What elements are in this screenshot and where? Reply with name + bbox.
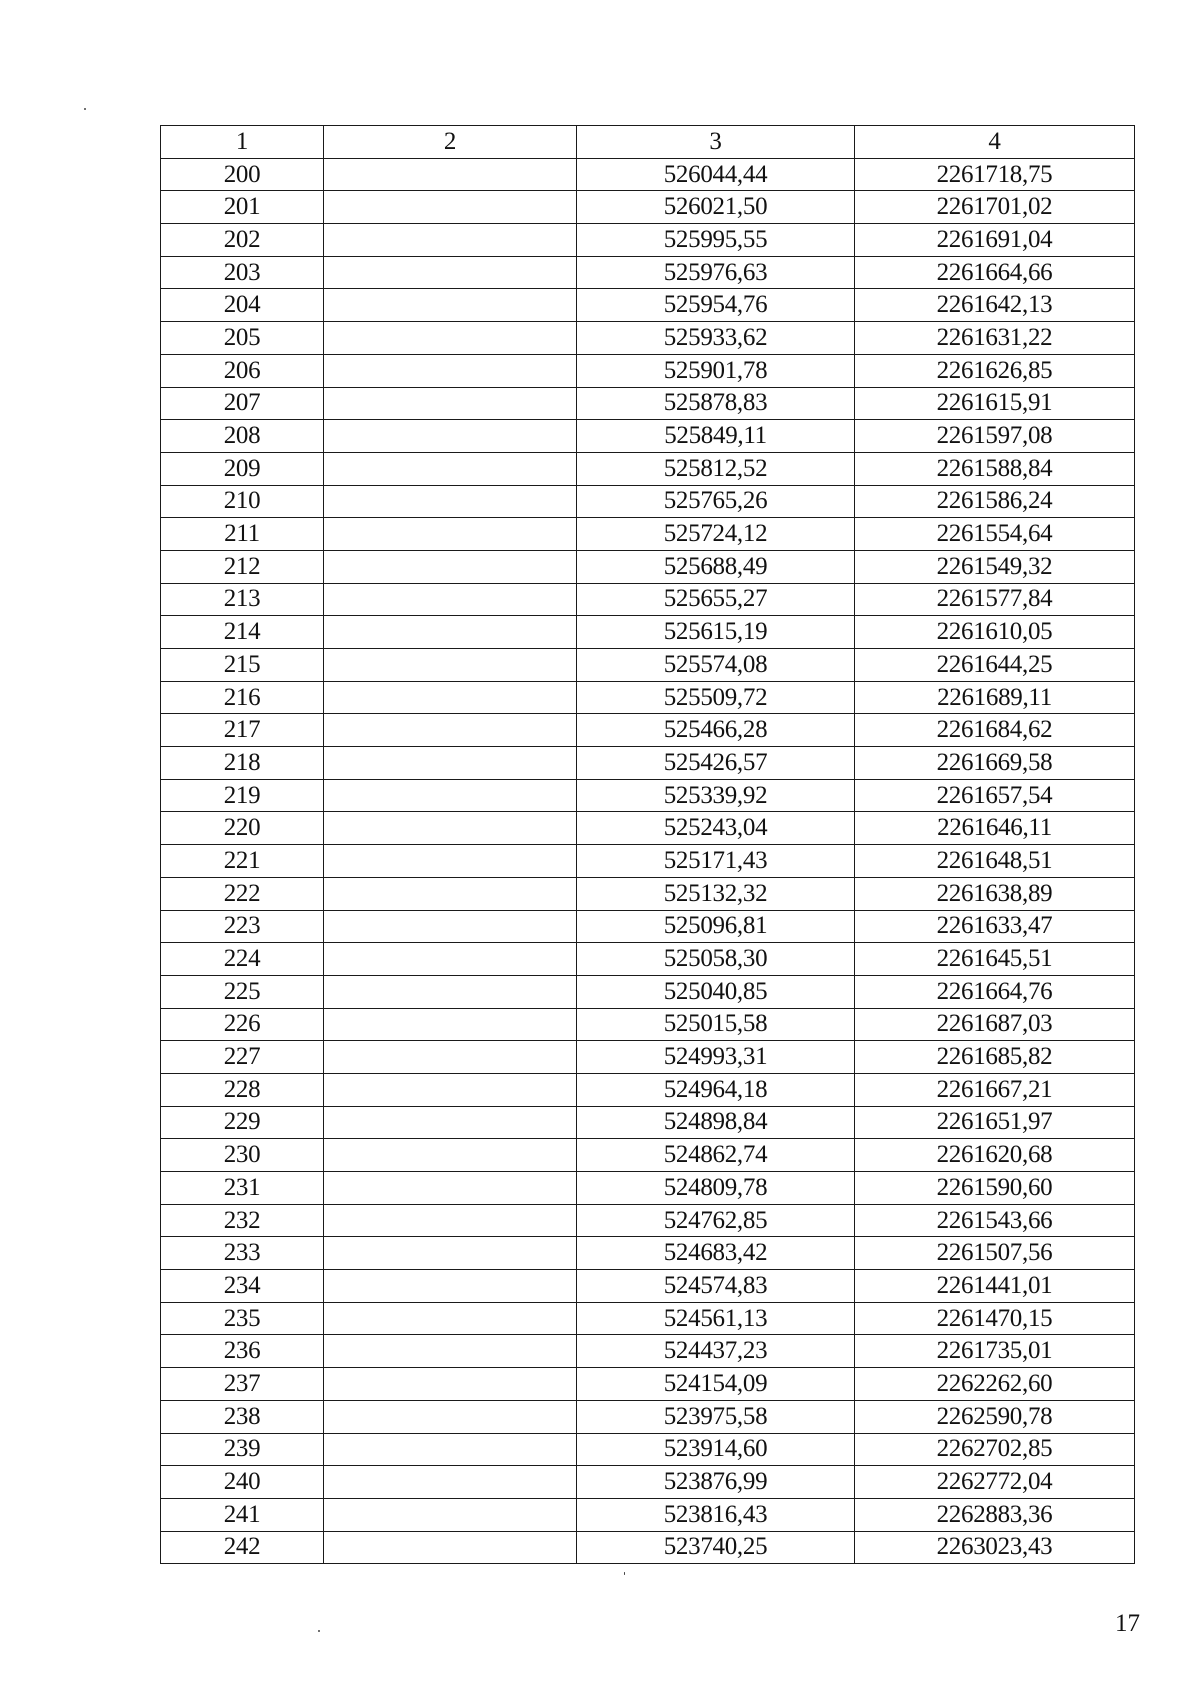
x-coordinate-cell: 524898,84 [577, 1106, 855, 1139]
point-number-cell: 229 [161, 1106, 324, 1139]
y-coordinate-cell: 2261610,05 [855, 616, 1135, 649]
x-coordinate-cell: 525096,81 [577, 910, 855, 943]
description-cell [324, 1237, 577, 1270]
y-coordinate-cell: 2261646,11 [855, 812, 1135, 845]
table-row [161, 1172, 1135, 1205]
table-row [161, 485, 1135, 518]
y-coordinate-cell: 2261633,47 [855, 910, 1135, 943]
point-number-cell: 216 [161, 681, 324, 714]
table-row [161, 1400, 1135, 1433]
point-number-cell: 228 [161, 1073, 324, 1106]
point-number-cell: 220 [161, 812, 324, 845]
description-cell [324, 1302, 577, 1335]
description-cell [324, 191, 577, 224]
table-row [161, 1204, 1135, 1237]
y-coordinate-cell: 2261586,24 [855, 485, 1135, 518]
point-number-cell: 206 [161, 354, 324, 387]
x-coordinate-cell: 524993,31 [577, 1041, 855, 1074]
table-row [161, 518, 1135, 551]
y-coordinate-cell: 2261657,54 [855, 779, 1135, 812]
y-coordinate-cell: 2261648,51 [855, 845, 1135, 878]
description-cell [324, 616, 577, 649]
y-coordinate-cell: 2262772,04 [855, 1466, 1135, 1499]
description-cell [324, 1139, 577, 1172]
description-cell [324, 779, 577, 812]
point-number-cell: 218 [161, 747, 324, 780]
y-coordinate-cell: 2261651,97 [855, 1106, 1135, 1139]
x-coordinate-cell: 524964,18 [577, 1073, 855, 1106]
x-coordinate-cell: 526021,50 [577, 191, 855, 224]
table-body [161, 158, 1135, 1564]
x-coordinate-cell: 525765,26 [577, 485, 855, 518]
description-cell [324, 649, 577, 682]
description-cell [324, 812, 577, 845]
description-cell [324, 322, 577, 355]
table-row [161, 779, 1135, 812]
coordinates-table [160, 125, 1135, 1564]
table-row [161, 1270, 1135, 1303]
table-row [161, 1139, 1135, 1172]
column-header-1: 1 [161, 126, 324, 159]
table-row [161, 975, 1135, 1008]
y-coordinate-cell: 2261664,76 [855, 975, 1135, 1008]
x-coordinate-cell: 525426,57 [577, 747, 855, 780]
table-row [161, 1073, 1135, 1106]
y-coordinate-cell: 2261470,15 [855, 1302, 1135, 1335]
description-cell [324, 354, 577, 387]
point-number-cell: 217 [161, 714, 324, 747]
table-row [161, 354, 1135, 387]
table-row [161, 322, 1135, 355]
y-coordinate-cell: 2261664,66 [855, 256, 1135, 289]
table-row [161, 812, 1135, 845]
x-coordinate-cell: 525015,58 [577, 1008, 855, 1041]
point-number-cell: 232 [161, 1204, 324, 1237]
description-cell [324, 1335, 577, 1368]
description-cell [324, 1106, 577, 1139]
point-number-cell: 202 [161, 224, 324, 257]
y-coordinate-cell: 2262262,60 [855, 1368, 1135, 1401]
y-coordinate-cell: 2263023,43 [855, 1531, 1135, 1564]
y-coordinate-cell: 2261588,84 [855, 452, 1135, 485]
description-cell [324, 1008, 577, 1041]
table-row [161, 747, 1135, 780]
description-cell [324, 518, 577, 551]
y-coordinate-cell: 2261597,08 [855, 420, 1135, 453]
point-number-cell: 204 [161, 289, 324, 322]
x-coordinate-cell: 524762,85 [577, 1204, 855, 1237]
x-coordinate-cell: 524437,23 [577, 1335, 855, 1368]
description-cell [324, 877, 577, 910]
table-row [161, 1368, 1135, 1401]
y-coordinate-cell: 2261689,11 [855, 681, 1135, 714]
x-coordinate-cell: 524574,83 [577, 1270, 855, 1303]
scan-speck [318, 1630, 320, 1632]
table-header-row [161, 126, 1135, 159]
point-number-cell: 224 [161, 943, 324, 976]
page-number: 17 [1115, 1610, 1140, 1637]
description-cell [324, 975, 577, 1008]
table-row [161, 649, 1135, 682]
description-cell [324, 289, 577, 322]
x-coordinate-cell: 526044,44 [577, 158, 855, 191]
x-coordinate-cell: 525574,08 [577, 649, 855, 682]
table-row [161, 191, 1135, 224]
table-row [161, 877, 1135, 910]
x-coordinate-cell: 523876,99 [577, 1466, 855, 1499]
description-cell [324, 452, 577, 485]
x-coordinate-cell: 525132,32 [577, 877, 855, 910]
y-coordinate-cell: 2261669,58 [855, 747, 1135, 780]
column-header-4: 4 [855, 126, 1135, 159]
y-coordinate-cell: 2261554,64 [855, 518, 1135, 551]
table-row [161, 1041, 1135, 1074]
table-row [161, 1237, 1135, 1270]
point-number-cell: 238 [161, 1400, 324, 1433]
x-coordinate-cell: 525339,92 [577, 779, 855, 812]
table-row [161, 583, 1135, 616]
y-coordinate-cell: 2261577,84 [855, 583, 1135, 616]
y-coordinate-cell: 2261620,68 [855, 1139, 1135, 1172]
description-cell [324, 845, 577, 878]
point-number-cell: 234 [161, 1270, 324, 1303]
table-row [161, 1466, 1135, 1499]
point-number-cell: 239 [161, 1433, 324, 1466]
x-coordinate-cell: 524809,78 [577, 1172, 855, 1205]
point-number-cell: 203 [161, 256, 324, 289]
x-coordinate-cell: 525171,43 [577, 845, 855, 878]
x-coordinate-cell: 525655,27 [577, 583, 855, 616]
description-cell [324, 420, 577, 453]
x-coordinate-cell: 523914,60 [577, 1433, 855, 1466]
point-number-cell: 200 [161, 158, 324, 191]
description-cell [324, 1531, 577, 1564]
y-coordinate-cell: 2261549,32 [855, 550, 1135, 583]
y-coordinate-cell: 2261507,56 [855, 1237, 1135, 1270]
point-number-cell: 230 [161, 1139, 324, 1172]
point-number-cell: 207 [161, 387, 324, 420]
description-cell [324, 943, 577, 976]
x-coordinate-cell: 525812,52 [577, 452, 855, 485]
point-number-cell: 214 [161, 616, 324, 649]
description-cell [324, 550, 577, 583]
x-coordinate-cell: 525509,72 [577, 681, 855, 714]
x-coordinate-cell: 525688,49 [577, 550, 855, 583]
x-coordinate-cell: 523975,58 [577, 1400, 855, 1433]
description-cell [324, 1400, 577, 1433]
description-cell [324, 1204, 577, 1237]
point-number-cell: 241 [161, 1498, 324, 1531]
y-coordinate-cell: 2261687,03 [855, 1008, 1135, 1041]
description-cell [324, 256, 577, 289]
x-coordinate-cell: 525040,85 [577, 975, 855, 1008]
description-cell [324, 747, 577, 780]
table-row [161, 910, 1135, 943]
point-number-cell: 212 [161, 550, 324, 583]
y-coordinate-cell: 2262883,36 [855, 1498, 1135, 1531]
y-coordinate-cell: 2261685,82 [855, 1041, 1135, 1074]
y-coordinate-cell: 2261638,89 [855, 877, 1135, 910]
description-cell [324, 1466, 577, 1499]
point-number-cell: 222 [161, 877, 324, 910]
table-row [161, 1008, 1135, 1041]
description-cell [324, 485, 577, 518]
y-coordinate-cell: 2261441,01 [855, 1270, 1135, 1303]
y-coordinate-cell: 2261642,13 [855, 289, 1135, 322]
description-cell [324, 1041, 577, 1074]
point-number-cell: 242 [161, 1531, 324, 1564]
point-number-cell: 233 [161, 1237, 324, 1270]
table-row [161, 616, 1135, 649]
description-cell [324, 910, 577, 943]
point-number-cell: 226 [161, 1008, 324, 1041]
point-number-cell: 201 [161, 191, 324, 224]
scan-speck [84, 108, 86, 110]
point-number-cell: 211 [161, 518, 324, 551]
x-coordinate-cell: 524862,74 [577, 1139, 855, 1172]
table-row [161, 1433, 1135, 1466]
table-row [161, 1498, 1135, 1531]
point-number-cell: 236 [161, 1335, 324, 1368]
table-row [161, 681, 1135, 714]
table-row [161, 1302, 1135, 1335]
description-cell [324, 387, 577, 420]
y-coordinate-cell: 2261701,02 [855, 191, 1135, 224]
description-cell [324, 1270, 577, 1303]
x-coordinate-cell: 525901,78 [577, 354, 855, 387]
point-number-cell: 227 [161, 1041, 324, 1074]
y-coordinate-cell: 2261615,91 [855, 387, 1135, 420]
point-number-cell: 237 [161, 1368, 324, 1401]
x-coordinate-cell: 524561,13 [577, 1302, 855, 1335]
table-row [161, 943, 1135, 976]
table-row [161, 1335, 1135, 1368]
point-number-cell: 235 [161, 1302, 324, 1335]
column-header-2: 2 [324, 126, 577, 159]
table-row [161, 420, 1135, 453]
y-coordinate-cell: 2261691,04 [855, 224, 1135, 257]
description-cell [324, 158, 577, 191]
x-coordinate-cell: 525849,11 [577, 420, 855, 453]
table-row [161, 158, 1135, 191]
description-cell [324, 224, 577, 257]
y-coordinate-cell: 2261718,75 [855, 158, 1135, 191]
table-row [161, 714, 1135, 747]
description-cell [324, 1368, 577, 1401]
point-number-cell: 223 [161, 910, 324, 943]
point-number-cell: 225 [161, 975, 324, 1008]
x-coordinate-cell: 525995,55 [577, 224, 855, 257]
description-cell [324, 1172, 577, 1205]
table-row [161, 224, 1135, 257]
table-row [161, 452, 1135, 485]
x-coordinate-cell: 525243,04 [577, 812, 855, 845]
table-row [161, 1531, 1135, 1564]
point-number-cell: 208 [161, 420, 324, 453]
x-coordinate-cell: 525615,19 [577, 616, 855, 649]
y-coordinate-cell: 2261543,66 [855, 1204, 1135, 1237]
description-cell [324, 1498, 577, 1531]
description-cell [324, 1433, 577, 1466]
point-number-cell: 221 [161, 845, 324, 878]
y-coordinate-cell: 2261667,21 [855, 1073, 1135, 1106]
point-number-cell: 219 [161, 779, 324, 812]
x-coordinate-cell: 525058,30 [577, 943, 855, 976]
x-coordinate-cell: 523740,25 [577, 1531, 855, 1564]
x-coordinate-cell: 525724,12 [577, 518, 855, 551]
table-row [161, 550, 1135, 583]
table-row [161, 256, 1135, 289]
point-number-cell: 231 [161, 1172, 324, 1205]
x-coordinate-cell: 525878,83 [577, 387, 855, 420]
table-row [161, 289, 1135, 322]
table-row [161, 387, 1135, 420]
x-coordinate-cell: 524154,09 [577, 1368, 855, 1401]
x-coordinate-cell: 524683,42 [577, 1237, 855, 1270]
y-coordinate-cell: 2261631,22 [855, 322, 1135, 355]
description-cell [324, 583, 577, 616]
y-coordinate-cell: 2261684,62 [855, 714, 1135, 747]
point-number-cell: 240 [161, 1466, 324, 1499]
y-coordinate-cell: 2261645,51 [855, 943, 1135, 976]
y-coordinate-cell: 2261626,85 [855, 354, 1135, 387]
y-coordinate-cell: 2261590,60 [855, 1172, 1135, 1205]
description-cell [324, 1073, 577, 1106]
y-coordinate-cell: 2262702,85 [855, 1433, 1135, 1466]
description-cell [324, 714, 577, 747]
point-number-cell: 205 [161, 322, 324, 355]
table-row [161, 1106, 1135, 1139]
y-coordinate-cell: 2261735,01 [855, 1335, 1135, 1368]
x-coordinate-cell: 525976,63 [577, 256, 855, 289]
x-coordinate-cell: 525954,76 [577, 289, 855, 322]
point-number-cell: 215 [161, 649, 324, 682]
x-coordinate-cell: 525466,28 [577, 714, 855, 747]
point-number-cell: 213 [161, 583, 324, 616]
y-coordinate-cell: 2261644,25 [855, 649, 1135, 682]
point-number-cell: 210 [161, 485, 324, 518]
point-number-cell: 209 [161, 452, 324, 485]
description-cell [324, 681, 577, 714]
x-coordinate-cell: 523816,43 [577, 1498, 855, 1531]
column-header-3: 3 [577, 126, 855, 159]
table-row [161, 845, 1135, 878]
scan-speck [624, 1572, 625, 1575]
y-coordinate-cell: 2262590,78 [855, 1400, 1135, 1433]
x-coordinate-cell: 525933,62 [577, 322, 855, 355]
